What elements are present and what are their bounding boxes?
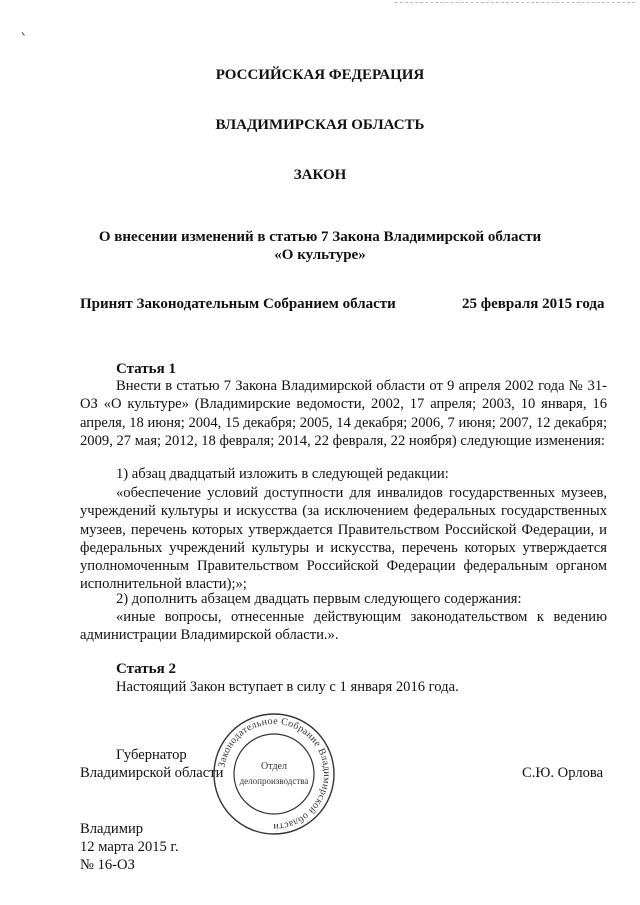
stamp-inner-line1: Отдел: [261, 761, 287, 772]
adoption-text: Принят Законодательным Собранием области: [80, 296, 396, 312]
signatory-title-line1: Губернатор: [116, 747, 187, 763]
stamp-ring-text: Законодательное Собрание Владимирской области: [216, 715, 333, 833]
region-heading: ВЛАДИМИРСКАЯ ОБЛАСТЬ: [215, 117, 425, 133]
article2-heading: Статья 2: [116, 661, 176, 677]
country-heading: РОССИЙСКАЯ ФЕДЕРАЦИЯ: [215, 67, 425, 83]
article1-quote-2: «иные вопросы, отнесенные действующим законодательством к ведению администрации Владимирской области.».: [80, 609, 607, 644]
footer-city: Владимир: [80, 821, 144, 837]
law-title-line2: «О культуре»: [274, 247, 366, 263]
signatory-title-line2: Владимирской области: [80, 765, 224, 781]
article1-item-2: 2) дополнить абзацем двадцать первым следующего содержания:: [116, 591, 522, 607]
official-stamp: [212, 712, 336, 836]
law-title-line1: О внесении изменений в статью 7 Закона Владимирской области: [98, 229, 542, 245]
article1-heading: Статья 1: [116, 361, 176, 377]
scan-top-line: [395, 2, 635, 3]
adoption-date: 25 февраля 2015 года: [462, 296, 605, 312]
article2-text: Настоящий Закон вступает в силу с 1 января 2016 года.: [116, 679, 459, 695]
article1-quote-1: «обеспечение условий доступности для инвалидов государственных музеев, учреждений культуры и искусства (за исключением федеральных государственных музеев, перечень которых утверждается Правительством Российской Федерации, и федеральных учреждений культуры и искусства, перечень которых утверждается уполномоченным Правительством Российской Федерации федеральным органом исполнительной власти);»;: [80, 485, 607, 593]
scan-mark: [22, 28, 30, 36]
article1-item-1: 1) абзац двадцатый изложить в следующей редакции:: [116, 466, 449, 482]
footer-date: 12 марта 2015 г.: [80, 839, 179, 855]
signatory-name: С.Ю. Орлова: [522, 765, 604, 781]
footer-number: № 16-ОЗ: [80, 857, 135, 873]
stamp-inner-line2: делопроизводства: [239, 776, 309, 786]
doc-type-heading: ЗАКОН: [293, 167, 347, 183]
article1-paragraph-1: Внести в статью 7 Закона Владимирской области от 9 апреля 2002 года № 31-ОЗ «О культуре» (Владимирские ведомости, 2002, 17 апреля; 2003, 10 января, 16 апреля, 18 июня; 2004, 15 декабря; 2005, 14 декабря; 2006, 7 июня; 2007, 12 декабря; 2009, 27 мая; 2012, 18 февраля; 2014, 22 февраля, 22 ноября) следующие изменения:: [80, 378, 607, 449]
